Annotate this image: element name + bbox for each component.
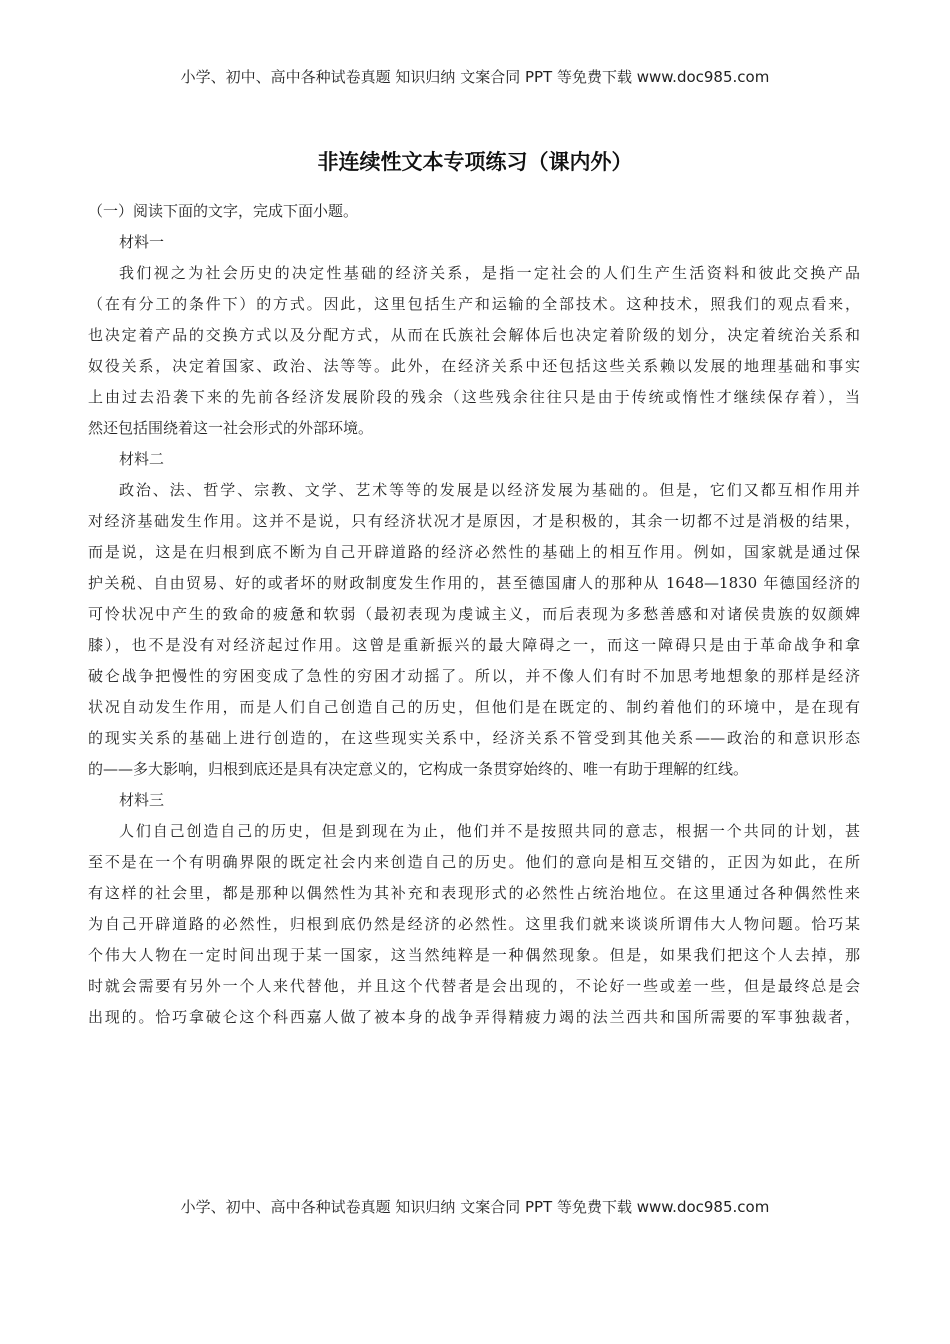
document-body: [88, 196, 860, 1033]
document-title: 非连续性文本专项练习（课内外）: [317, 150, 633, 174]
page-header: 小学、初中、高中各种试卷真题 知识归纳 文案合同 PPT 等免费下载 www.doc985.com: [180, 68, 770, 86]
material-1-line: 然还包括围绕着这一社会形式的外部环境。: [88, 419, 374, 437]
material-3-line: 为自己开辟道路的必然性，归根到底仍然是经济的必然性。这里我们就来谈谈所谓伟大人物问题。恰巧某: [88, 915, 860, 933]
material-3-line: 出现的。恰巧拿破仑这个科西嘉人做了被本身的战争弄得精疲力竭的法兰西共和国所需要的军事独裁者，: [88, 1008, 860, 1026]
material-1-line: （在有分工的条件下）的方式。因此，这里包括生产和运输的全部技术。这种技术，照我们的观点看来，: [88, 295, 860, 313]
material-3-line: 至不是在一个有明确界限的既定社会内来创造自己的历史。他们的意向是相互交错的，正因为如此，在所: [88, 853, 860, 871]
material-2-line: 而是说，这是在归根到底不断为自己开辟道路的经济必然性的基础上的相互作用。例如，国家就是通过保: [88, 543, 860, 561]
material-1-line: 我们视之为社会历史的决定性基础的经济关系，是指一定社会的人们生产生活资料和彼此交换产品: [119, 264, 860, 282]
material-2-heading: 材料二: [119, 450, 165, 468]
material-3-line: 个伟大人物在一定时间出现于某一国家，这当然纯粹是一种偶然现象。但是，如果我们把这个人去掉，那: [88, 946, 860, 964]
material-1-line: 上由过去沿袭下来的先前各经济发展阶段的残余（这些残余往往只是由于传统或惰性才继续保存着），当: [88, 388, 860, 406]
material-2-line: 可怜状况中产生的致命的疲惫和软弱（最初表现为虔诚主义，而后表现为多愁善感和对诸侯贵族的奴颜婢: [88, 605, 860, 623]
material-1-line: 奴役关系，决定着国家、政治、法等等。此外，在经济关系中还包括这些关系赖以发展的地理基础和事实: [88, 357, 860, 375]
material-2-line: 护关税、自由贸易、好的或者坏的财政制度发生作用的，甚至德国庸人的那种从 1648—1830 年德国经济的: [88, 574, 860, 592]
material-3-line: 人们自己创造自己的历史，但是到现在为止，他们并不是按照共同的意志，根据一个共同的计划，甚: [119, 822, 860, 840]
material-2-line: 膝），也不是没有对经济起过作用。这曾是重新振兴的最大障碍之一，而这一障碍只是由于革命战争和拿: [88, 636, 860, 654]
material-2-line: 状况自动发生作用，而是人们自己创造自己的历史，但他们是在既定的、制约着他们的环境中，是在现有: [88, 698, 860, 716]
material-1-line: 也决定着产品的交换方式以及分配方式，从而在氏族社会解体后也决定着阶级的划分，决定着统治关系和: [88, 326, 860, 344]
section-intro: （一）阅读下面的文字，完成下面小题。: [88, 202, 359, 220]
material-2-line: 对经济基础发生作用。这并不是说，只有经济状况才是原因，才是积极的，其余一切都不过是消极的结果，: [88, 512, 860, 530]
material-2-line: 的现实关系的基础上进行创造的，在这些现实关系中，经济关系不管受到其他关系——政治的和意识形态: [88, 729, 860, 747]
material-3-line: 有这样的社会里，都是那种以偶然性为其补充和表现形式的必然性占统治地位。在这里通过各种偶然性来: [88, 884, 860, 902]
material-2-line: 的——多大影响，归根到底还是具有决定意义的，它构成一条贯穿始终的、唯一有助于理解的红线。: [88, 760, 749, 778]
material-3-heading: 材料三: [119, 791, 165, 809]
material-1-heading: 材料一: [119, 233, 165, 251]
page-footer: 小学、初中、高中各种试卷真题 知识归纳 文案合同 PPT 等免费下载 www.doc985.com: [180, 1198, 770, 1216]
material-3-line: 时就会需要有另外一个人来代替他，并且这个代替者是会出现的，不论好一些或差一些，但是最终总是会: [88, 977, 860, 995]
material-2-line: 破仑战争把慢性的穷困变成了急性的穷困才动摇了。所以，并不像人们有时不加思考地想象的那样是经济: [88, 667, 860, 685]
material-2-line: 政治、法、哲学、宗教、文学、艺术等等的发展是以经济发展为基础的。但是，它们又都互相作用并: [119, 481, 860, 499]
